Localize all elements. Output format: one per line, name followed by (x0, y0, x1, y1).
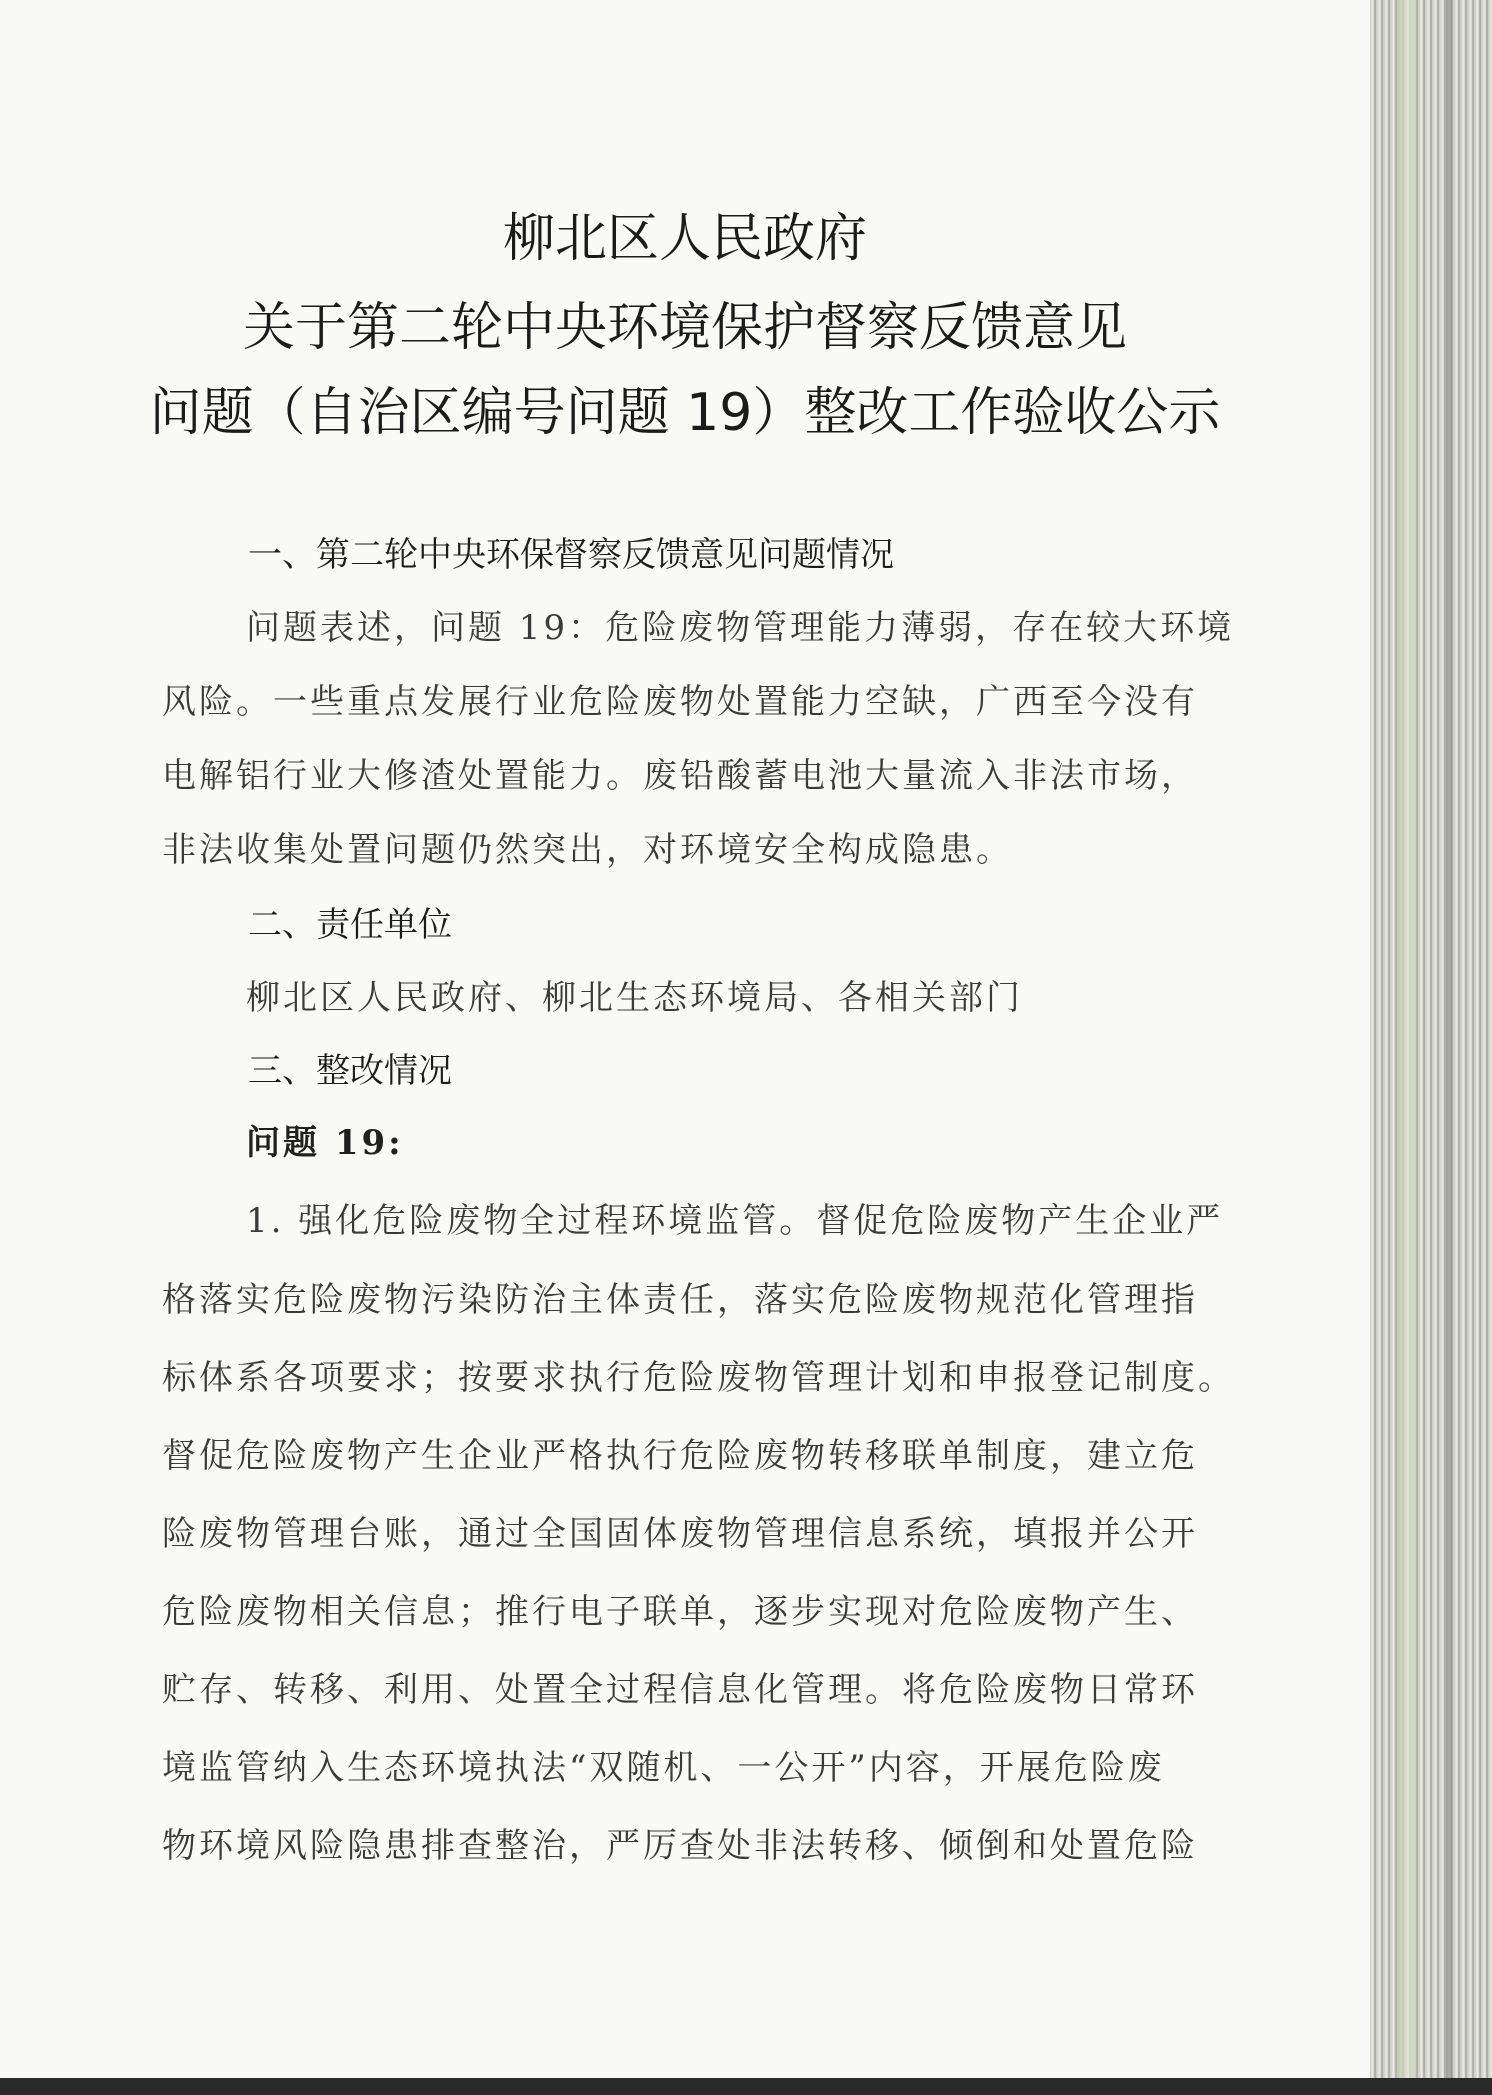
section-3-line: 格落实危险废物污染防治主体责任，落实危险废物规范化管理指 (162, 1280, 1198, 1320)
title-line-2: 关于第二轮中央环境保护督察反馈意见 (242, 298, 1127, 358)
section-1-line: 风险。一些重点发展行业危险废物处置能力空缺，广西至今没有 (162, 682, 1198, 722)
section-3-line: 贮存、转移、利用、处置全过程信息化管理。将危险废物日常环 (162, 1670, 1198, 1710)
section-3-line: 境监管纳入生态环境执法“双随机、一公开”内容，开展危险废 (162, 1748, 1165, 1788)
section-1-line: 电解铝行业大修渣处置能力。废铅酸蓄电池大量流入非法市场， (162, 756, 1198, 796)
section-3-line: 1. 强化危险废物全过程环境监管。督促危险废物产生企业严 (246, 1201, 1224, 1241)
section-3-line: 险废物管理台账，通过全国固体废物管理信息系统，填报并公开 (162, 1514, 1198, 1554)
page-stack-edge-shadow (1446, 0, 1452, 2078)
title-line-1: 柳北区人民政府 (502, 209, 867, 269)
section-3-heading: 三、整改情况 (248, 1051, 452, 1091)
section-2-heading: 二、责任单位 (248, 905, 452, 945)
title-line-3: 问题（自治区编号问题 19）整改工作验收公示 (149, 383, 1221, 443)
section-3-line: 危险废物相关信息；推行电子联单，逐步实现对危险废物产生、 (162, 1592, 1198, 1632)
section-1-heading: 一、第二轮中央环保督察反馈意见问题情况 (248, 535, 894, 575)
section-3-subheading: 问题 19: (246, 1123, 404, 1163)
page-stack-edge (1370, 0, 1492, 2078)
section-2-text: 柳北区人民政府、柳北生态环境局、各相关部门 (246, 978, 1023, 1018)
scan-bottom-border (0, 2078, 1492, 2095)
section-1-line: 非法收集处置问题仍然突出，对环境安全构成隐患。 (162, 830, 1013, 870)
section-1-line: 问题表述，问题 19：危险废物管理能力薄弱，存在较大环境 (246, 608, 1235, 648)
section-3-line: 物环境风险隐患排查整治，严厉查处非法转移、倾倒和处置危险 (162, 1826, 1198, 1866)
section-3-line: 标体系各项要求；按要求执行危险废物管理计划和申报登记制度。 (162, 1358, 1235, 1398)
page-stack-edge-tint (1398, 0, 1416, 2078)
section-3-line: 督促危险废物产生企业严格执行危险废物转移联单制度，建立危 (162, 1436, 1198, 1476)
